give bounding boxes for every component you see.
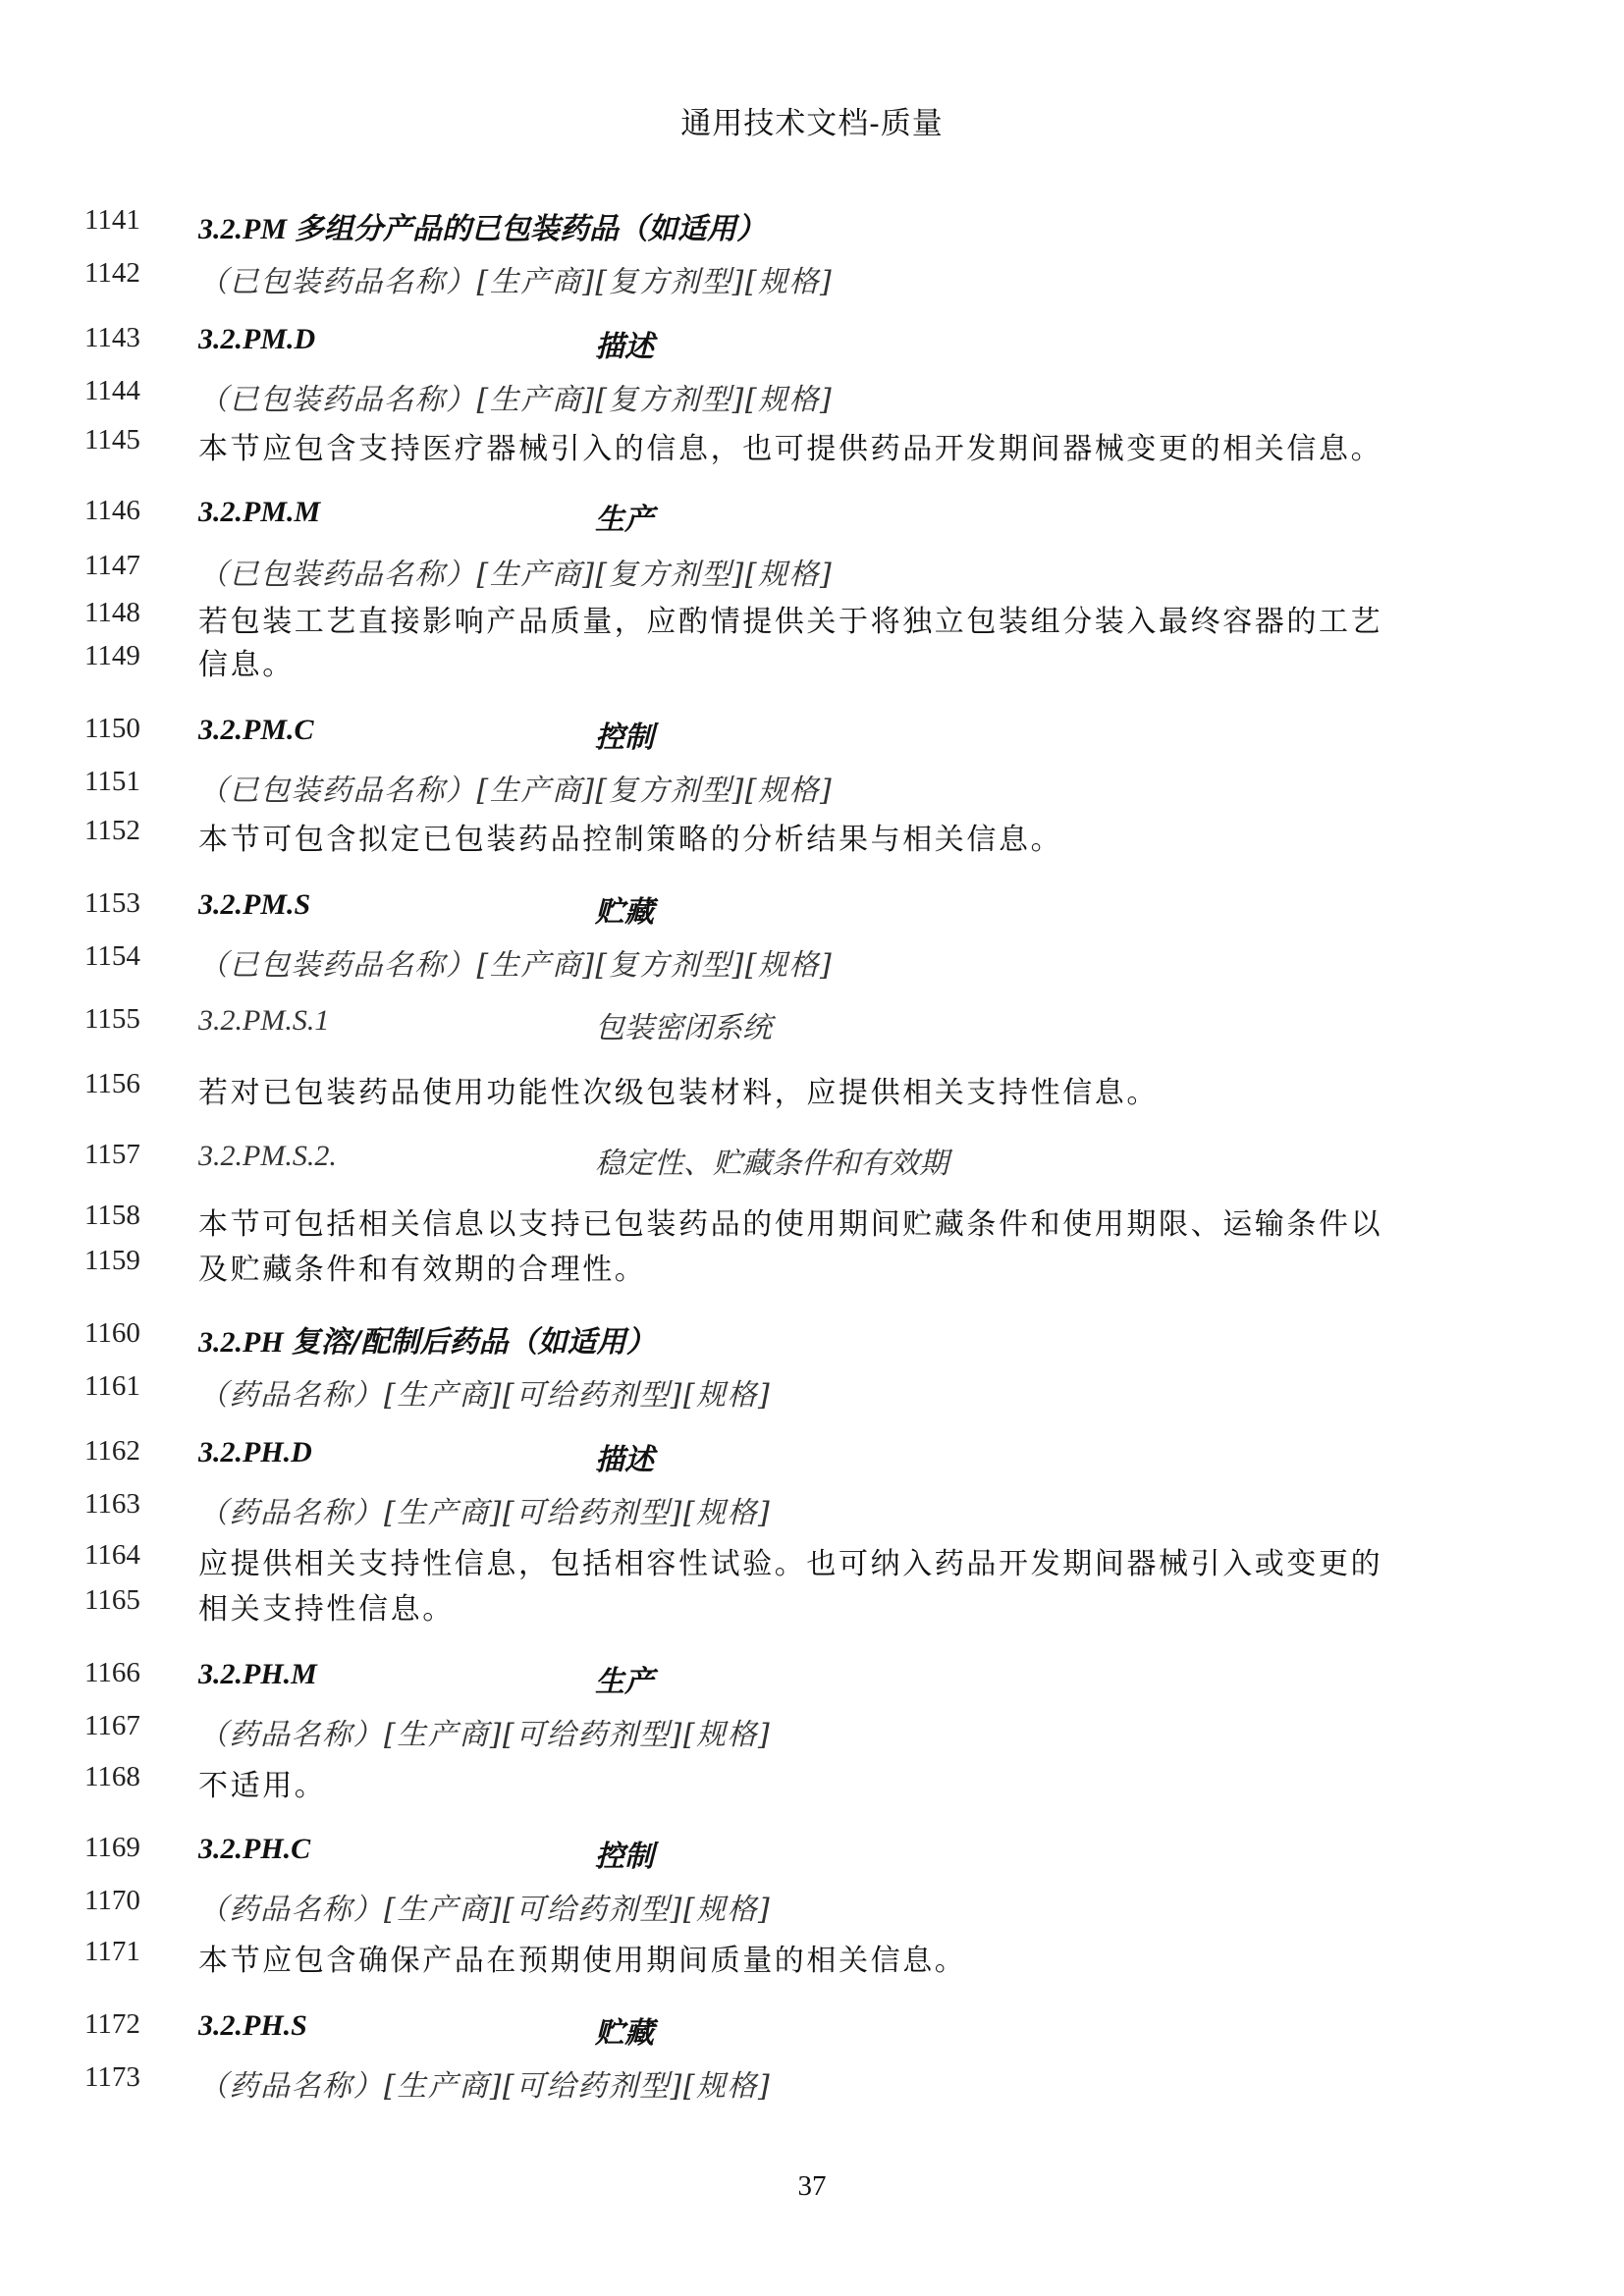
line-number: 1144 [84,375,140,406]
body-text: 本节应包含支持医疗器械引入的信息，也可提供药品开发期间器械变更的相关信息。 [198,432,1383,466]
document-line [0,257,1624,300]
document-line [0,1435,1624,1478]
section-title: 多组分产品的已包装药品（如适用） [295,212,766,246]
product-placeholder: （药品名称）[生产商][可给药剂型][规格] [198,1893,772,1927]
line-number: 1167 [84,1710,140,1741]
document-line [0,1488,1624,1531]
section-code: 3.2.PM [198,213,287,245]
document-line [0,1936,1624,1979]
line-number: 1149 [84,640,140,671]
line-number: 1168 [84,1761,140,1792]
section-code: 3.2.PM.D [198,323,316,355]
page-number: 37 [797,2170,827,2202]
line-number: 1159 [84,1245,140,1276]
body-text: 本节可包括相关信息以支持已包装药品的使用期间贮藏条件和使用期限、运输条件以 [198,1207,1383,1242]
section-title: 复溶/配制后药品（如适用） [291,1325,656,1360]
section-heading [198,495,654,537]
document-line [0,940,1624,984]
document-line [0,2008,1624,2052]
document-line [0,1317,1624,1361]
document-line [0,1370,1624,1414]
section-code: 3.2.PM.S [198,888,311,921]
line-number: 1145 [84,424,140,455]
document-line [0,1657,1624,1700]
line-number: 1152 [84,815,140,846]
section-heading [198,1657,654,1699]
document-line [0,1761,1624,1804]
product-placeholder: （已包装药品名称）[生产商][复方剂型][规格] [198,948,834,983]
document-line [0,424,1624,467]
line-number: 1157 [84,1139,140,1170]
product-placeholder: （已包装药品名称）[生产商][复方剂型][规格] [198,383,834,417]
section-code: 3.2.PM.S.1 [198,1004,330,1037]
line-number: 1141 [84,204,140,236]
line-number: 1153 [84,887,140,919]
product-placeholder: （已包装药品名称）[生产商][复方剂型][规格] [198,558,834,592]
section-title: 描述 [595,1443,654,1477]
document-line [0,495,1624,538]
document-line [0,1139,1624,1182]
document-line [0,1200,1624,1243]
section-title: 贮藏 [595,895,654,930]
line-number: 1147 [84,550,140,581]
section-heading [198,1832,654,1874]
section-title: 控制 [595,1840,654,1874]
document-line [0,1885,1624,1928]
line-number: 1165 [84,1584,140,1616]
section-heading [198,1435,654,1477]
line-number: 1156 [84,1068,140,1099]
line-number: 1166 [84,1657,140,1688]
line-number: 1171 [84,1936,140,1967]
document-line [0,2061,1624,2105]
section-heading [198,1317,656,1361]
line-number: 1142 [84,257,140,289]
line-number: 1170 [84,1885,140,1916]
section-title: 生产 [595,1665,654,1699]
document-line [0,375,1624,418]
document-line [0,322,1624,365]
document-line [0,1068,1624,1111]
document-line [0,713,1624,756]
line-number: 1163 [84,1488,140,1520]
body-text: 应提供相关支持性信息，包括相容性试验。也可纳入药品开发期间器械引入或变更的 [198,1547,1383,1581]
section-title: 控制 [595,721,654,755]
document-line [0,640,1624,683]
section-heading [198,322,654,364]
body-text: 相关支持性信息。 [198,1592,455,1627]
document-line [0,766,1624,809]
body-text: 本节可包含拟定已包装药品控制策略的分析结果与相关信息。 [198,823,1063,857]
document-line [0,1003,1624,1046]
document-line [0,1584,1624,1628]
line-number: 1173 [84,2061,140,2093]
line-number: 1150 [84,713,140,744]
section-code: 3.2.PM.M [198,496,321,528]
section-code: 3.2.PH.D [198,1436,312,1468]
line-number: 1162 [84,1435,140,1467]
section-code: 3.2.PH [198,1326,284,1359]
section-heading [198,713,654,755]
line-number: 1169 [84,1832,140,1863]
line-number: 1164 [84,1539,140,1571]
body-text: 若包装工艺直接影响产品质量，应酌情提供关于将独立包装组分装入最终容器的工艺 [198,605,1383,639]
document-line [0,597,1624,640]
line-number: 1161 [84,1370,140,1402]
body-text: 若对已包装药品使用功能性次级包装材料，应提供相关支持性信息。 [198,1076,1159,1110]
line-number: 1148 [84,597,140,628]
body-text: 信息。 [198,648,295,682]
subsection-heading [198,1003,772,1045]
document-line [0,550,1624,593]
section-code: 3.2.PH.M [198,1658,317,1690]
section-heading [198,887,654,930]
product-placeholder: （药品名称）[生产商][可给药剂型][规格] [198,2069,772,2104]
section-heading [198,204,766,247]
document-line [0,204,1624,247]
product-placeholder: （药品名称）[生产商][可给药剂型][规格] [198,1496,772,1530]
product-placeholder: （已包装药品名称）[生产商][复方剂型][规格] [198,774,834,808]
page-header: 通用技术文档-质量 [680,106,944,141]
section-code: 3.2.PH.S [198,2009,307,2042]
document-line [0,1710,1624,1753]
section-title: 稳定性、贮藏条件和有效期 [595,1147,948,1181]
document-line [0,1539,1624,1582]
document-line [0,1245,1624,1288]
product-placeholder: （药品名称）[生产商][可给药剂型][规格] [198,1378,772,1413]
line-number: 1160 [84,1317,140,1349]
line-number: 1143 [84,322,140,353]
line-number: 1158 [84,1200,140,1231]
line-number: 1155 [84,1003,140,1035]
line-number: 1172 [84,2008,140,2040]
line-number: 1151 [84,766,140,797]
product-placeholder: （药品名称）[生产商][可给药剂型][规格] [198,1718,772,1752]
line-number: 1154 [84,940,140,972]
section-code: 3.2.PM.C [198,714,314,746]
section-heading [198,2008,654,2051]
section-title: 生产 [595,503,654,537]
body-text: 本节应包含确保产品在预期使用期间质量的相关信息。 [198,1944,967,1978]
body-text: 不适用。 [198,1769,327,1803]
section-title: 贮藏 [595,2016,654,2051]
section-title: 描述 [595,330,654,364]
section-code: 3.2.PM.S.2. [198,1140,337,1172]
body-text: 及贮藏条件和有效期的合理性。 [198,1253,647,1287]
section-title: 包装密闭系统 [595,1011,772,1045]
line-number: 1146 [84,495,140,526]
product-placeholder: （已包装药品名称）[生产商][复方剂型][规格] [198,265,834,299]
subsection-heading [198,1139,948,1181]
section-code: 3.2.PH.C [198,1833,311,1865]
document-line [0,887,1624,931]
document-line [0,1832,1624,1875]
document-line [0,815,1624,858]
